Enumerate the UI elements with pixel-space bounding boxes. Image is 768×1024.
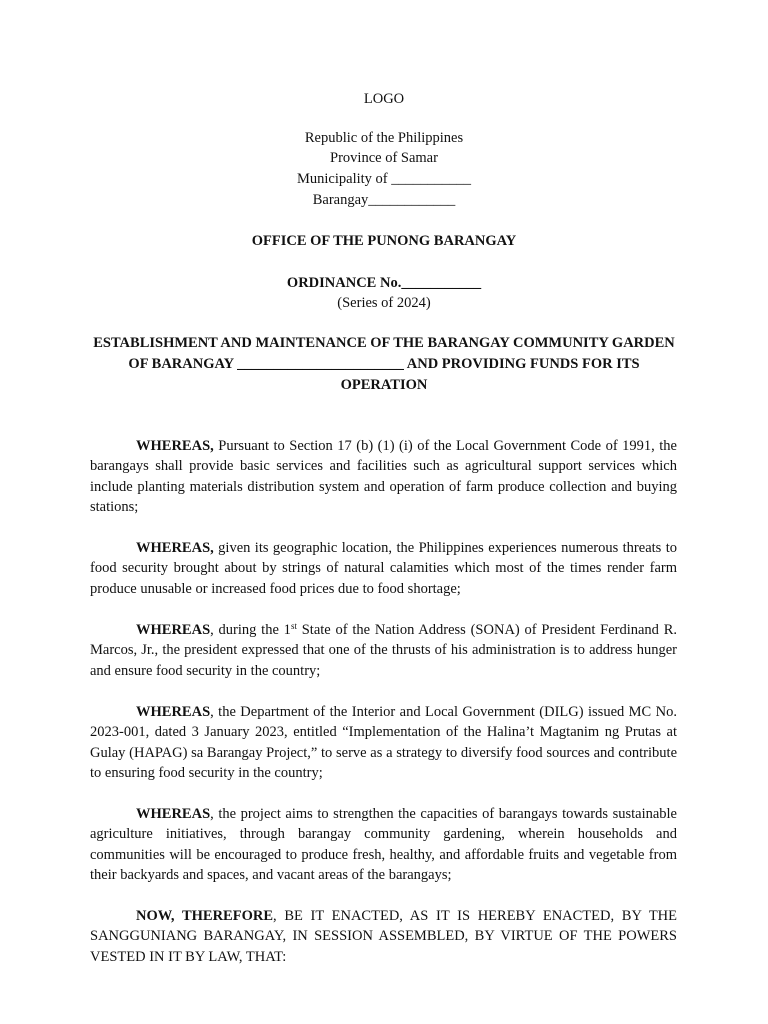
province-line: Province of Samar xyxy=(330,150,438,166)
ordinal-superscript: st xyxy=(290,621,297,631)
paragraph-text: , BE IT ENACTED, AS IT IS HEREBY ENACTED, BY THE SANGGUNIANG BARANGAY, IN SESSION ASSEMBLED, BY VIRTUE OF THE POWERS VESTED IN IT BY LAW, THAT: xyxy=(90,908,678,965)
whereas-paragraph-5 xyxy=(90,804,677,886)
municipality-line: Municipality of ___________ xyxy=(297,171,471,187)
whereas-label: WHEREAS xyxy=(136,806,211,822)
logo-placeholder: LOGO xyxy=(363,91,405,107)
paragraph-text: , during the 1 xyxy=(210,622,291,638)
paragraph-text: , the project aims to strengthen the capacities of barangays towards sustainable agriculture initiatives, through barangay community gardening, wherein households and communities will be encouraged to produce fresh, healthy, and affordable fruits and vegetable from their backyards and spaces, and vacant areas of the barangays; xyxy=(90,806,677,884)
whereas-paragraph-1 xyxy=(90,436,677,518)
whereas-paragraph-2 xyxy=(90,538,677,599)
whereas-label: WHEREAS, xyxy=(136,438,214,454)
whereas-label: WHEREAS xyxy=(136,704,211,720)
enacting-clause xyxy=(90,906,677,967)
paragraph-text: given its geographic location, the Philippines experiences numerous threats to food security brought about by strings of natural calamities which most of the times render farm produce unusable or increased food prices due to food shortage; xyxy=(90,540,677,597)
title-line-1: ESTABLISHMENT AND MAINTENANCE OF THE BARANGAY COMMUNITY GARDEN xyxy=(93,335,675,351)
paragraph-text: State of the Nation Address (SONA) of President Ferdinand R. Marcos, Jr., the president expressed that one of the thrusts of his administration is to address hunger and ensure food security in the country; xyxy=(90,622,677,679)
paragraph-text: , the Department of the Interior and Local Government (DILG) issued MC No. 2023-001, dated 3 January 2023, entitled “Implementation of the Halina’t Magtanim ng Prutas at Gulay (HAPAG) sa Barangay Project,” to serve as a strategy to diversify food sources and contribute to ensuring food security in the country; xyxy=(90,704,677,782)
republic-line: Republic of the Philippines xyxy=(304,130,464,146)
paragraph-text: Pursuant to Section 17 (b) (1) (i) of the Local Government Code of 1991, the barangays shall provide basic services and facilities such as agricultural support services which include planting materials distribution system and operation of farm produce collection and buying stations; xyxy=(90,438,677,516)
title-line-2: OF BARANGAY _______________________ AND PROVIDING FUNDS FOR ITS xyxy=(128,356,640,372)
title-line-3: OPERATION xyxy=(340,377,428,393)
whereas-label: WHEREAS, xyxy=(136,540,214,556)
ordinance-number: ORDINANCE No.___________ xyxy=(286,275,482,291)
whereas-label: WHEREAS xyxy=(136,622,211,638)
whereas-paragraph-3 xyxy=(90,620,677,681)
whereas-paragraph-4 xyxy=(90,702,677,784)
office-heading: OFFICE OF THE PUNONG BARANGAY xyxy=(251,233,517,249)
ordinance-title xyxy=(90,333,678,396)
now-therefore-label: NOW, THEREFORE xyxy=(136,908,274,924)
barangay-line: Barangay____________ xyxy=(312,192,456,208)
ordinance-series: (Series of 2024) xyxy=(337,295,431,311)
